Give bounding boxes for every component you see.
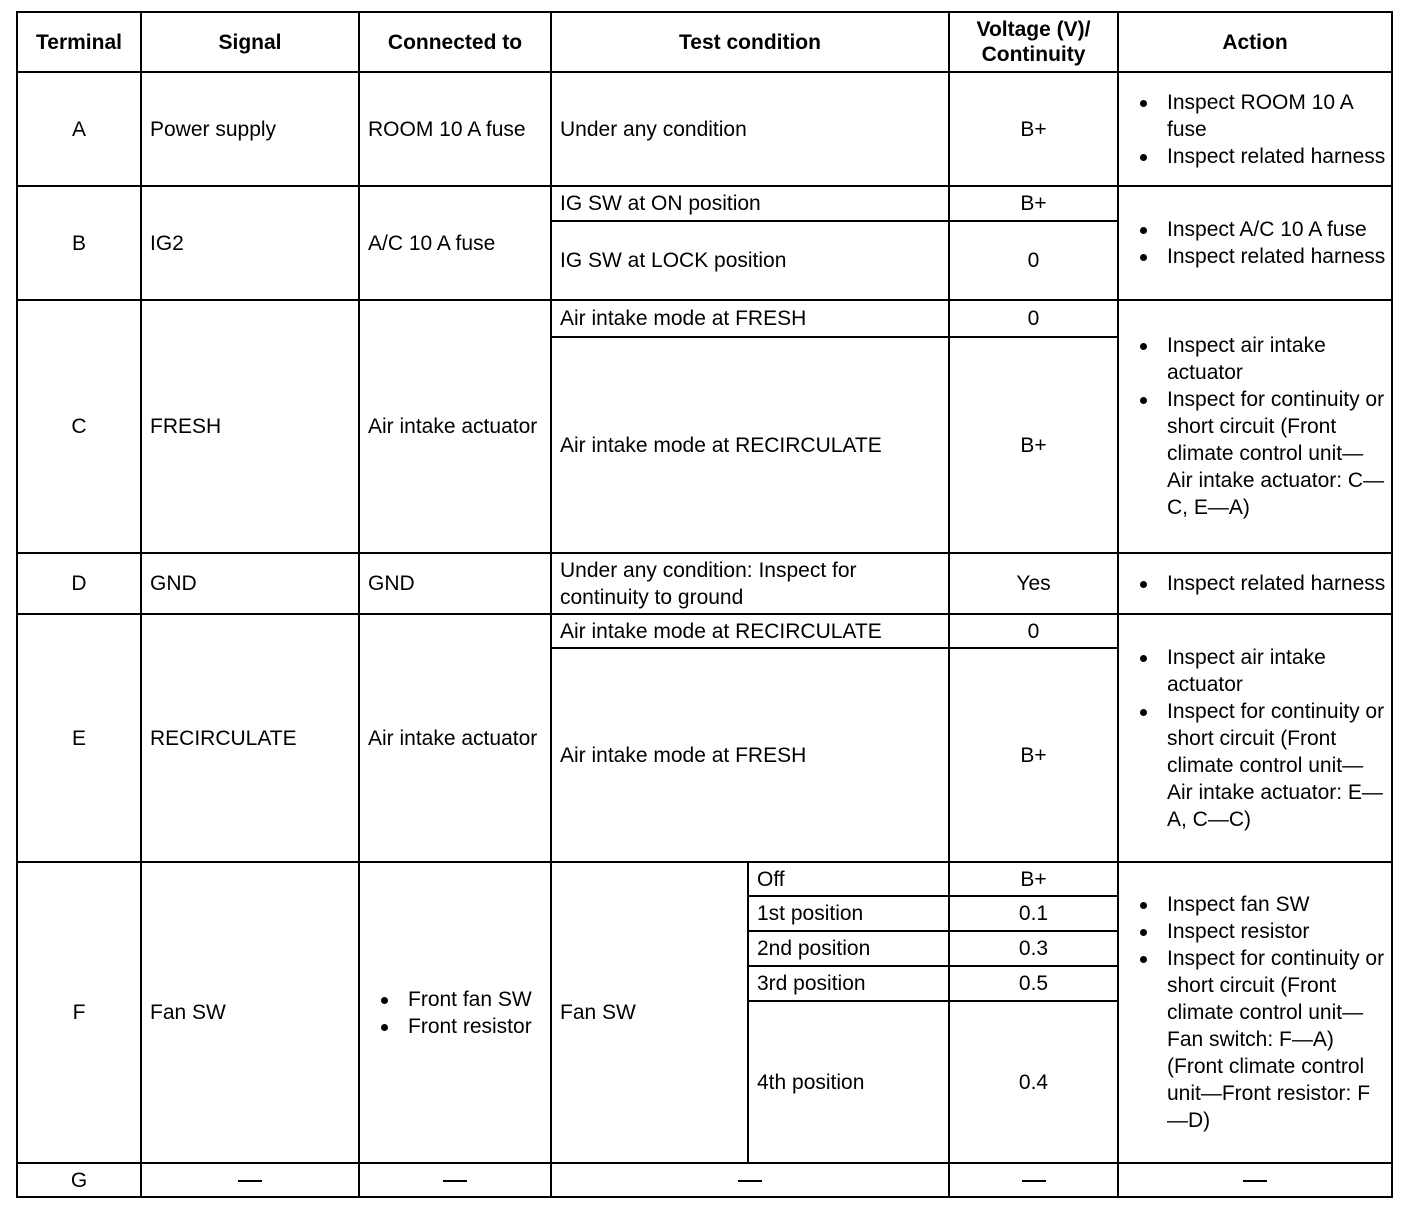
signal-cell: Fan SW bbox=[141, 862, 359, 1163]
signal-cell bbox=[141, 1163, 359, 1197]
action-cell bbox=[1118, 862, 1392, 1163]
dash-mark bbox=[238, 1180, 262, 1182]
voltage-cell: B+ bbox=[949, 862, 1118, 896]
terminal-cell: B bbox=[17, 186, 141, 300]
voltage-cell: B+ bbox=[949, 648, 1118, 862]
test-cell bbox=[551, 1163, 949, 1197]
terminal-cell: E bbox=[17, 614, 141, 862]
header-action: Action bbox=[1118, 12, 1392, 72]
connected-cell: Air intake actuator bbox=[359, 300, 551, 553]
terminal-inspection-table bbox=[16, 11, 1393, 1198]
action-item: Inspect air intake actuator bbox=[1167, 332, 1387, 386]
connected-cell: A/C 10 A fuse bbox=[359, 186, 551, 300]
header-signal: Signal bbox=[141, 12, 359, 72]
terminal-cell: G bbox=[17, 1163, 141, 1197]
action-item: Inspect for continuity or short circuit (Front climate control unit—Air intake actuator: C—C, E—A) bbox=[1167, 386, 1387, 521]
action-cell bbox=[1118, 553, 1392, 614]
dash-mark bbox=[738, 1180, 762, 1182]
test-cell: Fan SW bbox=[551, 862, 748, 1163]
subtest-cell: 1st position bbox=[748, 896, 949, 931]
connected-cell bbox=[359, 862, 551, 1163]
voltage-cell: Yes bbox=[949, 553, 1118, 614]
test-cell: Under any condition: Inspect for continuity to ground bbox=[551, 553, 949, 614]
action-item: Inspect A/C 10 A fuse bbox=[1167, 216, 1387, 243]
action-item: Inspect related harness bbox=[1167, 144, 1386, 168]
action-item: Inspect air intake actuator bbox=[1167, 644, 1387, 698]
dash-mark bbox=[1022, 1180, 1046, 1182]
connected-cell: Air intake actuator bbox=[359, 614, 551, 862]
subtest-cell: Off bbox=[748, 862, 949, 896]
test-cell: Air intake mode at FRESH bbox=[551, 648, 949, 862]
action-item: Inspect resistor bbox=[1167, 918, 1387, 945]
signal-cell: Power supply bbox=[141, 72, 359, 186]
subtest-cell: 4th position bbox=[748, 1001, 949, 1163]
action-item: Inspect related harness bbox=[1167, 245, 1386, 268]
connected-cell bbox=[359, 1163, 551, 1197]
action-item: Inspect related harness bbox=[1167, 572, 1386, 595]
voltage-cell: B+ bbox=[949, 186, 1118, 221]
dash-mark bbox=[443, 1180, 467, 1182]
voltage-cell: 0.4 bbox=[949, 1001, 1118, 1163]
connected-cell: GND bbox=[359, 553, 551, 614]
signal-cell: RECIRCULATE bbox=[141, 614, 359, 862]
dash-mark bbox=[1243, 1180, 1267, 1182]
signal-cell: GND bbox=[141, 553, 359, 614]
subtest-cell: 3rd position bbox=[748, 966, 949, 1001]
voltage-cell: 0.1 bbox=[949, 896, 1118, 931]
subtest-cell: 2nd position bbox=[748, 931, 949, 966]
action-cell bbox=[1118, 614, 1392, 862]
table-row bbox=[17, 72, 1392, 186]
action-cell bbox=[1118, 300, 1392, 553]
test-cell: Under any condition bbox=[551, 72, 949, 186]
test-cell: Air intake mode at RECIRCULATE bbox=[551, 337, 949, 553]
table-row bbox=[17, 300, 1392, 337]
test-cell: Air intake mode at RECIRCULATE bbox=[551, 614, 949, 648]
table-row bbox=[17, 1163, 1392, 1197]
test-cell: IG SW at LOCK position bbox=[551, 221, 949, 300]
terminal-cell: A bbox=[17, 72, 141, 186]
signal-cell: IG2 bbox=[141, 186, 359, 300]
voltage-cell: 0 bbox=[949, 614, 1118, 648]
connected-item: Front resistor bbox=[408, 1013, 542, 1040]
action-item: Inspect for continuity or short circuit (Front climate control unit—Fan switch: F—A) (Front climate control unit—Front resistor: F—D) bbox=[1167, 945, 1387, 1134]
terminal-cell: C bbox=[17, 300, 141, 553]
signal-cell: FRESH bbox=[141, 300, 359, 553]
voltage-cell: 0.5 bbox=[949, 966, 1118, 1001]
voltage-cell: 0 bbox=[949, 221, 1118, 300]
header-connected: Connected to bbox=[359, 12, 551, 72]
connected-cell: ROOM 10 A fuse bbox=[359, 72, 551, 186]
voltage-cell: 0.3 bbox=[949, 931, 1118, 966]
voltage-cell: B+ bbox=[949, 337, 1118, 553]
action-item: Inspect ROOM 10 A fuse bbox=[1167, 89, 1387, 143]
header-voltage: Voltage (V)/ Continuity bbox=[949, 12, 1118, 72]
header-terminal: Terminal bbox=[17, 12, 141, 72]
header-test: Test condition bbox=[551, 12, 949, 72]
action-item: Inspect for continuity or short circuit (Front climate control unit—Air intake actuator: E—A, C—C) bbox=[1167, 698, 1387, 833]
connected-item: Front fan SW bbox=[408, 986, 542, 1013]
voltage-cell: B+ bbox=[949, 72, 1118, 186]
action-cell bbox=[1118, 1163, 1392, 1197]
table-row bbox=[17, 862, 1392, 896]
table-row bbox=[17, 186, 1392, 221]
terminal-cell: D bbox=[17, 553, 141, 614]
test-cell: IG SW at ON position bbox=[551, 186, 949, 221]
header-row bbox=[17, 12, 1392, 72]
table-row bbox=[17, 553, 1392, 614]
action-item: Inspect fan SW bbox=[1167, 891, 1387, 918]
terminal-cell: F bbox=[17, 862, 141, 1163]
voltage-cell bbox=[949, 1163, 1118, 1197]
test-cell: Air intake mode at FRESH bbox=[551, 300, 949, 337]
action-cell bbox=[1118, 72, 1392, 186]
table-row bbox=[17, 614, 1392, 648]
voltage-cell: 0 bbox=[949, 300, 1118, 337]
action-cell bbox=[1118, 186, 1392, 300]
